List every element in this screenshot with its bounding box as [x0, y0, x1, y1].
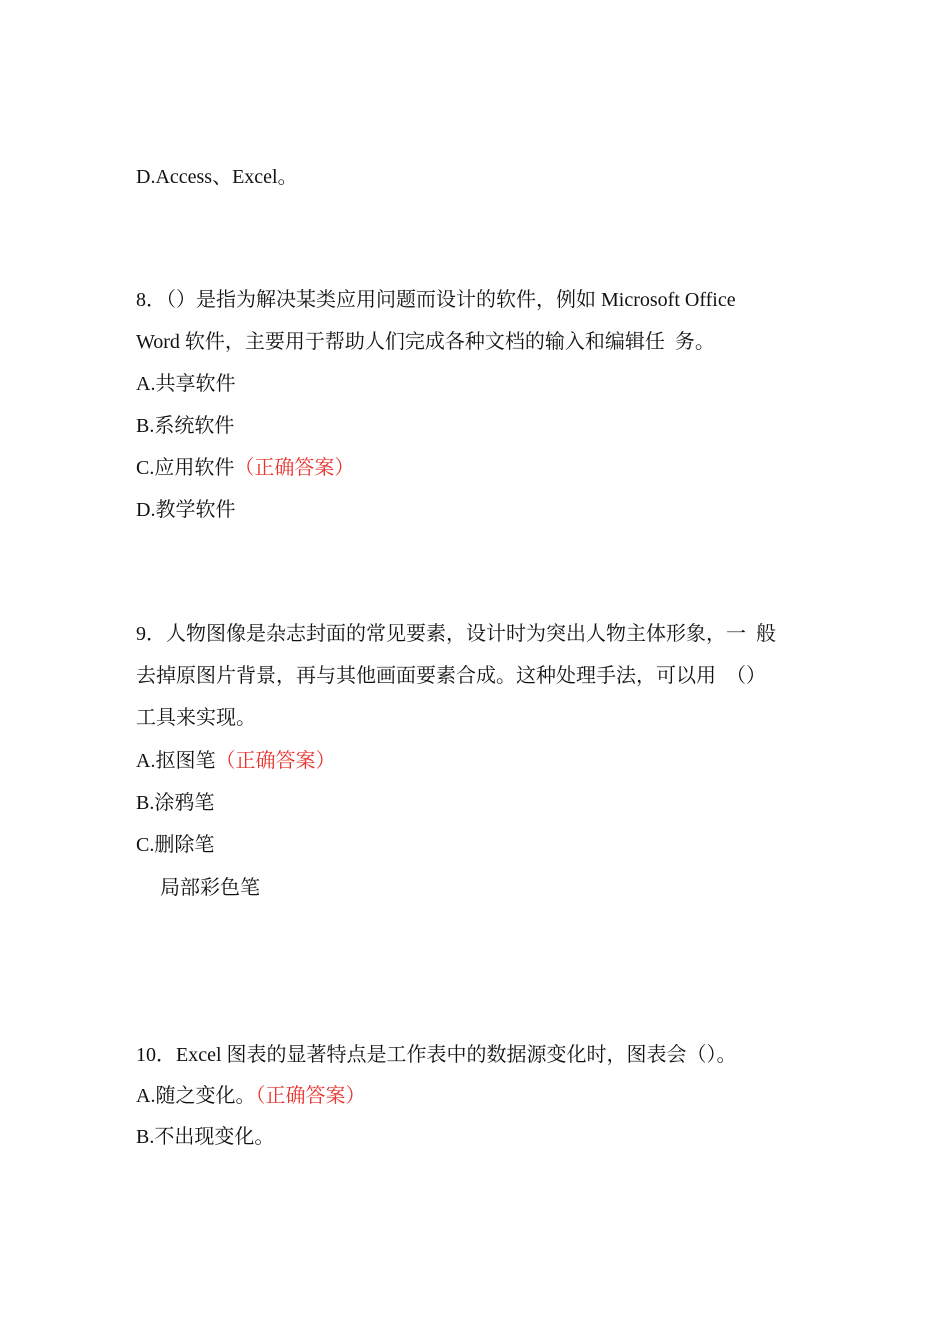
q8-option-c [136, 455, 354, 481]
q7-option-d: D.Access、Excel。 [136, 166, 298, 188]
q8-option-b: B.系统软件 [136, 415, 235, 437]
q8-option-d: D.教学软件 [136, 499, 236, 521]
q9-correct-answer-marker: （正确答案） [215, 750, 336, 772]
q9-option-a-text: A.抠图笔 [136, 750, 216, 772]
q9-stem-line-3: 工具来实现。 [136, 707, 256, 729]
q9-option-b: B.涂鸦笔 [136, 792, 215, 814]
q8-correct-answer-marker: （正确答案） [234, 457, 355, 479]
q10-option-a-text: A.随之变化。 [136, 1085, 256, 1107]
q10-stem-line-1: 10．Excel 图表的显著特点是工作表中的数据源变化时，图表会（）。 [136, 1044, 737, 1066]
q9-stem-line-1: 9．人物图像是杂志封面的常见要素，设计时为突出人物主体形象，一 般 [136, 623, 776, 645]
q8-stem-line-2: Word 软件，主要用于帮助人们完成各种文档的输入和编辑任 务。 [136, 331, 715, 353]
q10-option-a [136, 1083, 365, 1109]
q9-stem-line-2: 去掉原图片背景，再与其他画面要素合成。这种处理手法，可以用 （） [136, 665, 766, 687]
q8-option-c-text: C.应用软件 [136, 457, 235, 479]
q10-correct-answer-marker: （正确答案） [255, 1085, 366, 1107]
q9-option-a [136, 748, 335, 774]
q9-option-d: 局部彩色笔 [160, 877, 260, 899]
q8-option-a: A.共享软件 [136, 373, 236, 395]
q8-stem-line-1: 8．（）是指为解决某类应用问题而设计的软件，例如 Microsoft Office [136, 289, 736, 311]
q10-option-b: B.不出现变化。 [136, 1126, 275, 1148]
q9-option-c: C.删除笔 [136, 834, 215, 856]
